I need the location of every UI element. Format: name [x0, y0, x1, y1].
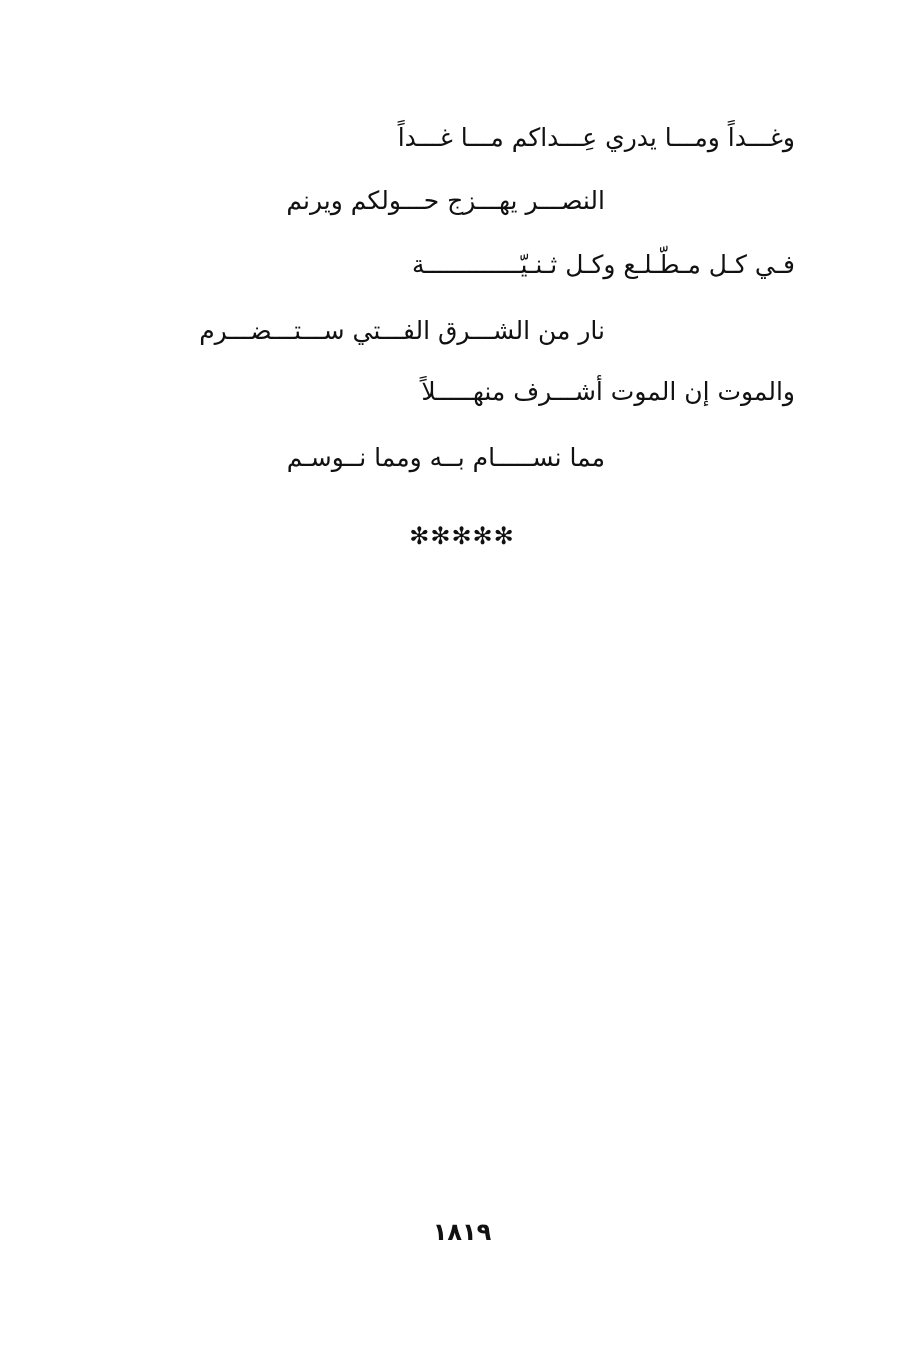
section-separator: ✻✻✻✻✻	[409, 522, 515, 550]
verse-3-first-hemistich: والموت إن الموت أشـــرف منهـــــلاً	[421, 377, 795, 406]
verse-1-second-hemistich: النصـــر يهـــزج حـــولكم ويرنم	[286, 186, 605, 215]
page-number: ١٨١٩	[432, 1218, 492, 1246]
verse-1-first-hemistich: وغـــداً ومـــا يدري عِـــداكم مـــا غـــداً	[397, 123, 795, 152]
verse-2-second-hemistich: نار من الشـــرق الفـــتي ســـتـــضـــرم	[199, 316, 605, 345]
verse-3-second-hemistich: مما نســـــام بــه ومما نــوسـم	[286, 443, 605, 472]
verse-2-first-hemistich: فـي كـل مـطّـلـع وكـل ثـنـيّـــــــــــــة	[411, 250, 795, 279]
